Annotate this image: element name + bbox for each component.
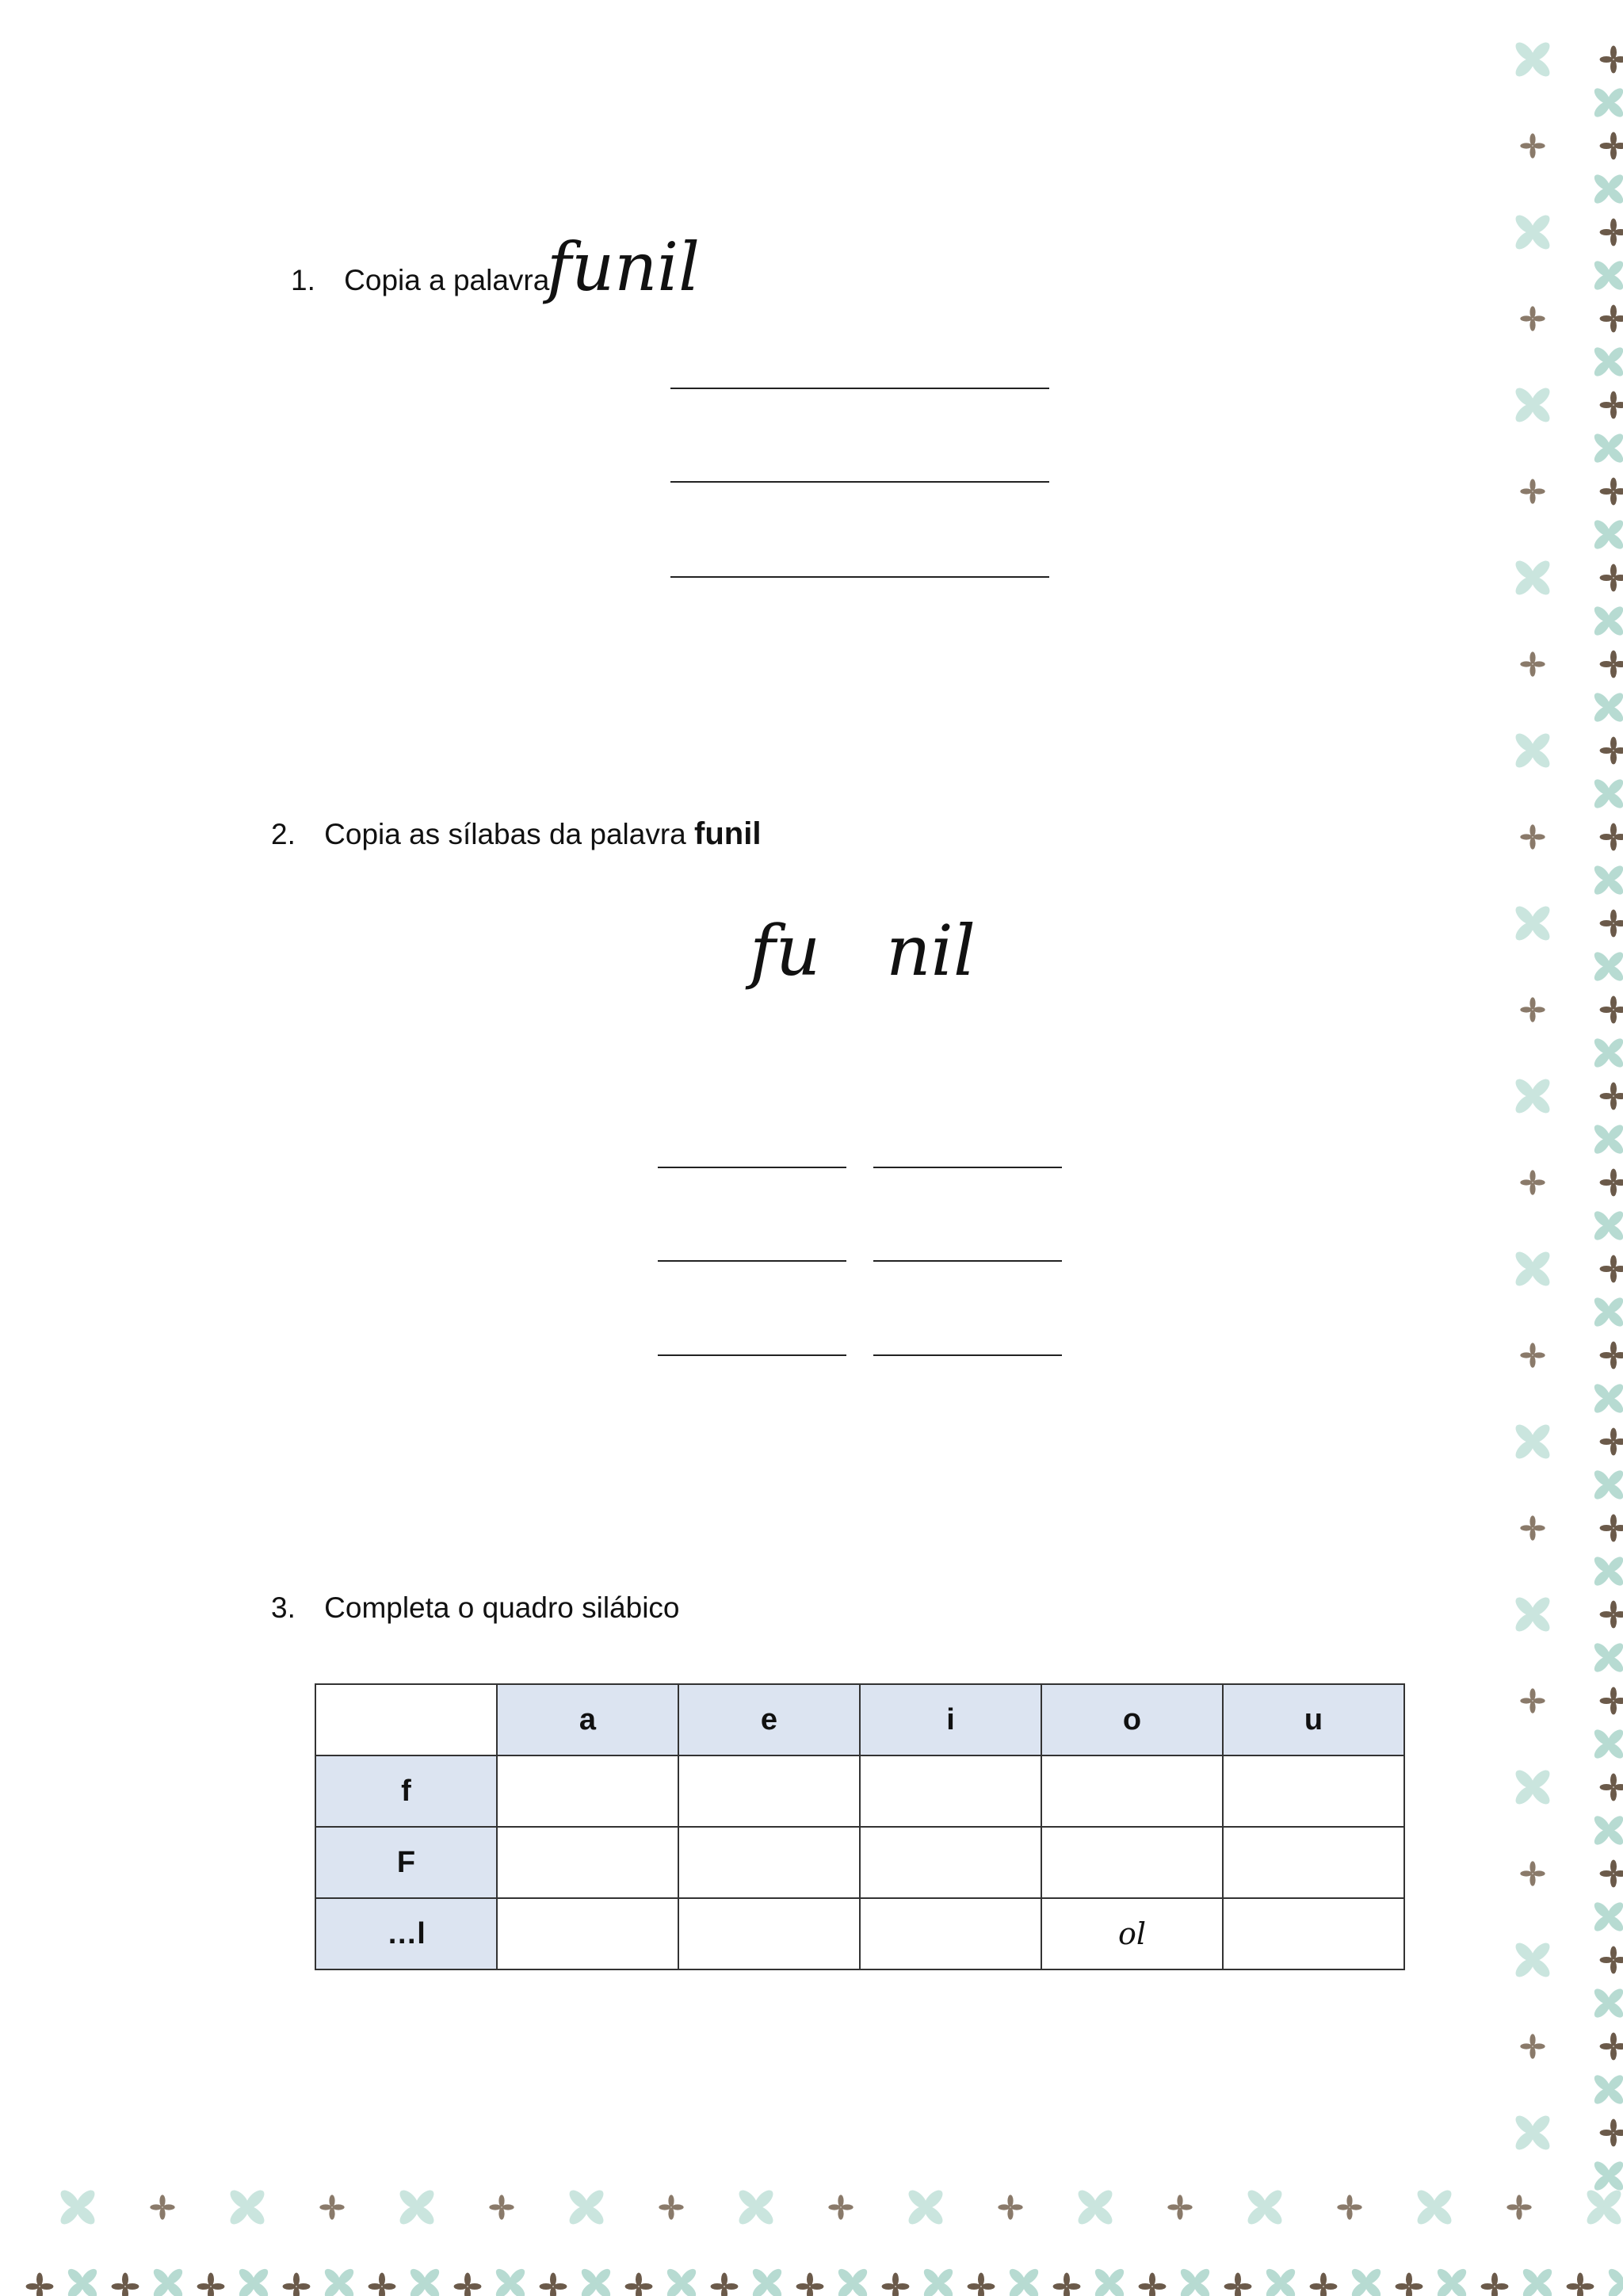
leaf-motif xyxy=(1592,690,1623,724)
flower-motif xyxy=(1139,2273,1167,2296)
leaf-motif xyxy=(397,2187,437,2228)
flower-motif xyxy=(1396,2273,1423,2296)
leaf-motif xyxy=(323,2267,357,2296)
flower-motif xyxy=(1600,737,1623,765)
question-1-cursive-word: funil xyxy=(547,228,701,306)
leaf-motif xyxy=(1584,2187,1623,2228)
table-cell[interactable] xyxy=(860,1755,1041,1827)
leaf-motif xyxy=(1513,904,1553,944)
flower-motif xyxy=(1600,132,1623,160)
question-1-text: Copia a palavra xyxy=(344,264,550,296)
leaf-motif xyxy=(1093,2267,1127,2296)
table-cell[interactable] xyxy=(497,1898,678,1969)
leaf-motif xyxy=(1350,2267,1384,2296)
leaf-motif xyxy=(1592,1295,1623,1329)
flower-motif xyxy=(1520,1688,1545,1713)
leaf-motif xyxy=(1513,1940,1553,1981)
flower-motif xyxy=(1600,1255,1623,1283)
flower-motif xyxy=(625,2273,653,2296)
flower-motif xyxy=(1600,1083,1623,1110)
question-3 xyxy=(271,1591,680,1625)
leaf-motif xyxy=(1178,2267,1212,2296)
leaf-motif xyxy=(1513,731,1553,771)
flower-motif xyxy=(1507,2195,1531,2219)
leaf-motif xyxy=(1592,345,1623,379)
flower-motif xyxy=(1481,2273,1509,2296)
syllable-line-1a[interactable] xyxy=(658,1167,846,1168)
leaf-motif xyxy=(227,2187,268,2228)
answer-line-1[interactable] xyxy=(670,388,1049,389)
flower-motif xyxy=(1600,2119,1623,2147)
table-row xyxy=(315,1898,1404,1969)
table-row xyxy=(315,1827,1404,1898)
leaf-motif xyxy=(1513,385,1553,426)
flower-motif xyxy=(1600,651,1623,678)
syllable-fu: fu xyxy=(750,910,821,991)
leaf-motif xyxy=(1592,1813,1623,1847)
flower-motif xyxy=(1600,1860,1623,1888)
leaf-motif xyxy=(1592,431,1623,465)
flower-motif xyxy=(1600,910,1623,938)
leaf-motif xyxy=(1592,1122,1623,1156)
flower-motif xyxy=(1600,1946,1623,1974)
leaf-motif xyxy=(1245,2187,1285,2228)
leaf-motif xyxy=(1592,1209,1623,1243)
leaf-motif xyxy=(1075,2187,1116,2228)
syllable-line-3a[interactable] xyxy=(658,1354,846,1356)
table-cell[interactable] xyxy=(678,1755,860,1827)
leaf-motif xyxy=(1592,863,1623,897)
table-cell[interactable] xyxy=(678,1827,860,1898)
column-header-u: u xyxy=(1223,1684,1404,1755)
question-1 xyxy=(291,264,549,297)
table-cell[interactable] xyxy=(860,1898,1041,1969)
flower-motif xyxy=(1600,1342,1623,1370)
flower-motif xyxy=(998,2195,1022,2219)
leaf-motif xyxy=(1592,1554,1623,1588)
syllable-table xyxy=(315,1683,1405,1970)
flower-motif xyxy=(1167,2195,1192,2219)
row-header-l: …l xyxy=(315,1898,497,1969)
leaf-motif xyxy=(1592,258,1623,292)
leaf-motif xyxy=(1592,172,1623,206)
flower-motif xyxy=(1520,133,1545,158)
question-3-number: 3. xyxy=(271,1591,296,1624)
leaf-motif xyxy=(1606,2267,1623,2296)
flower-motif xyxy=(1520,824,1545,849)
flower-motif xyxy=(1337,2195,1361,2219)
leaf-motif xyxy=(1592,518,1623,552)
leaf-motif xyxy=(906,2187,946,2228)
question-3-text: Completa o quadro silábico xyxy=(324,1591,680,1624)
question-2-text: Copia as sílabas da palavra xyxy=(324,818,686,850)
flower-motif xyxy=(1520,2034,1545,2058)
answer-line-3[interactable] xyxy=(670,576,1049,578)
table-cell[interactable] xyxy=(678,1898,860,1969)
flower-motif xyxy=(197,2273,225,2296)
flower-motif xyxy=(319,2195,344,2219)
flower-motif xyxy=(1600,1601,1623,1629)
syllable-line-2b[interactable] xyxy=(873,1260,1062,1262)
flower-motif xyxy=(659,2195,683,2219)
question-2 xyxy=(271,816,761,852)
flower-motif xyxy=(540,2273,567,2296)
leaf-motif xyxy=(1592,1986,1623,2020)
column-header-o: o xyxy=(1041,1684,1223,1755)
leaf-motif xyxy=(1592,949,1623,984)
flower-motif xyxy=(26,2273,54,2296)
flower-motif xyxy=(1600,1169,1623,1197)
column-header-a: a xyxy=(497,1684,678,1755)
leaf-motif xyxy=(58,2187,98,2228)
leaf-motif xyxy=(1592,1641,1623,1675)
leaf-motif xyxy=(1592,604,1623,638)
flower-motif xyxy=(1567,2273,1594,2296)
table-row xyxy=(315,1755,1404,1827)
leaf-motif xyxy=(1513,2113,1553,2153)
leaf-motif xyxy=(1264,2267,1298,2296)
table-corner-cell xyxy=(315,1684,497,1755)
syllable-nil: nil xyxy=(886,910,976,991)
leaf-motif xyxy=(1513,1595,1553,1635)
flower-motif xyxy=(489,2195,514,2219)
flower-motif xyxy=(454,2273,482,2296)
leaf-motif xyxy=(567,2187,607,2228)
flower-motif xyxy=(1600,1428,1623,1456)
question-1-number: 1. xyxy=(291,264,315,296)
leaf-motif xyxy=(1592,1036,1623,1070)
leaf-motif xyxy=(66,2267,100,2296)
flower-motif xyxy=(283,2273,311,2296)
leaf-motif xyxy=(579,2267,613,2296)
flower-motif xyxy=(1600,305,1623,333)
flower-motif xyxy=(1053,2273,1081,2296)
leaf-motif xyxy=(1513,40,1553,80)
leaf-motif xyxy=(1592,1468,1623,1502)
flower-motif xyxy=(968,2273,995,2296)
flower-motif xyxy=(1520,1343,1545,1367)
leaf-motif xyxy=(1513,212,1553,253)
flower-motif xyxy=(711,2273,739,2296)
syllable-table-header-row xyxy=(315,1684,1404,1755)
flower-motif xyxy=(1600,823,1623,851)
column-header-i: i xyxy=(860,1684,1041,1755)
leaf-motif xyxy=(750,2267,785,2296)
table-cell[interactable] xyxy=(860,1827,1041,1898)
flower-motif xyxy=(1520,1515,1545,1540)
column-header-e: e xyxy=(678,1684,860,1755)
flower-motif xyxy=(1520,1170,1545,1194)
flower-motif xyxy=(1520,651,1545,676)
flower-motif xyxy=(1600,2033,1623,2061)
flower-motif xyxy=(112,2273,139,2296)
flower-motif xyxy=(1520,479,1545,503)
table-cell[interactable] xyxy=(1223,1755,1404,1827)
flower-motif xyxy=(1600,219,1623,246)
leaf-motif xyxy=(1592,777,1623,811)
leaf-motif xyxy=(237,2267,271,2296)
leaf-motif xyxy=(1521,2267,1555,2296)
table-cell[interactable] xyxy=(497,1827,678,1898)
syllable-line-3b[interactable] xyxy=(873,1354,1062,1356)
question-2-number: 2. xyxy=(271,818,296,850)
flower-motif xyxy=(1310,2273,1338,2296)
flower-motif xyxy=(369,2273,396,2296)
flower-motif xyxy=(1600,478,1623,506)
leaf-motif xyxy=(1513,558,1553,598)
table-cell[interactable] xyxy=(1223,1827,1404,1898)
flower-motif xyxy=(1600,46,1623,74)
leaf-motif xyxy=(1513,1249,1553,1289)
leaf-motif xyxy=(736,2187,777,2228)
flower-motif xyxy=(1600,1515,1623,1542)
flower-motif xyxy=(150,2195,174,2219)
flower-motif xyxy=(1600,564,1623,592)
table-cell[interactable] xyxy=(1223,1898,1404,1969)
syllable-line-1b[interactable] xyxy=(873,1167,1062,1168)
flower-motif xyxy=(1600,1687,1623,1715)
leaf-motif xyxy=(665,2267,699,2296)
row-header-F: F xyxy=(315,1827,497,1898)
answer-line-2[interactable] xyxy=(670,481,1049,483)
leaf-motif xyxy=(922,2267,956,2296)
table-cell[interactable] xyxy=(1041,1755,1223,1827)
leaf-motif xyxy=(836,2267,870,2296)
leaf-motif xyxy=(1592,86,1623,120)
leaf-motif xyxy=(1007,2267,1041,2296)
flower-motif xyxy=(1224,2273,1252,2296)
flower-motif xyxy=(1520,306,1545,330)
leaf-motif xyxy=(1592,2073,1623,2107)
row-header-f: f xyxy=(315,1755,497,1827)
flower-motif xyxy=(1600,392,1623,419)
leaf-motif xyxy=(1415,2187,1455,2228)
question-2-bold-word: funil xyxy=(694,816,762,851)
table-cell-example-ol[interactable]: ol xyxy=(1041,1898,1223,1969)
flower-motif xyxy=(1520,997,1545,1022)
leaf-motif xyxy=(494,2267,528,2296)
decorative-floral-border-bottom xyxy=(0,2168,1623,2296)
table-cell[interactable] xyxy=(497,1755,678,1827)
leaf-motif xyxy=(1592,1900,1623,1934)
leaf-motif xyxy=(1513,1767,1553,1808)
flower-motif xyxy=(1600,1774,1623,1801)
flower-motif xyxy=(1600,996,1623,1024)
syllable-line-2a[interactable] xyxy=(658,1260,846,1262)
leaf-motif xyxy=(1513,1422,1553,1462)
table-cell[interactable] xyxy=(1041,1827,1223,1898)
leaf-motif xyxy=(1513,1076,1553,1117)
leaf-motif xyxy=(408,2267,442,2296)
decorative-floral-border-right xyxy=(1498,0,1623,2296)
leaf-motif xyxy=(1592,1381,1623,1415)
leaf-motif xyxy=(1435,2267,1469,2296)
flower-motif xyxy=(882,2273,910,2296)
flower-motif xyxy=(1520,1861,1545,1885)
leaf-motif xyxy=(1592,1727,1623,1761)
leaf-motif xyxy=(151,2267,185,2296)
flower-motif xyxy=(828,2195,853,2219)
flower-motif xyxy=(796,2273,824,2296)
